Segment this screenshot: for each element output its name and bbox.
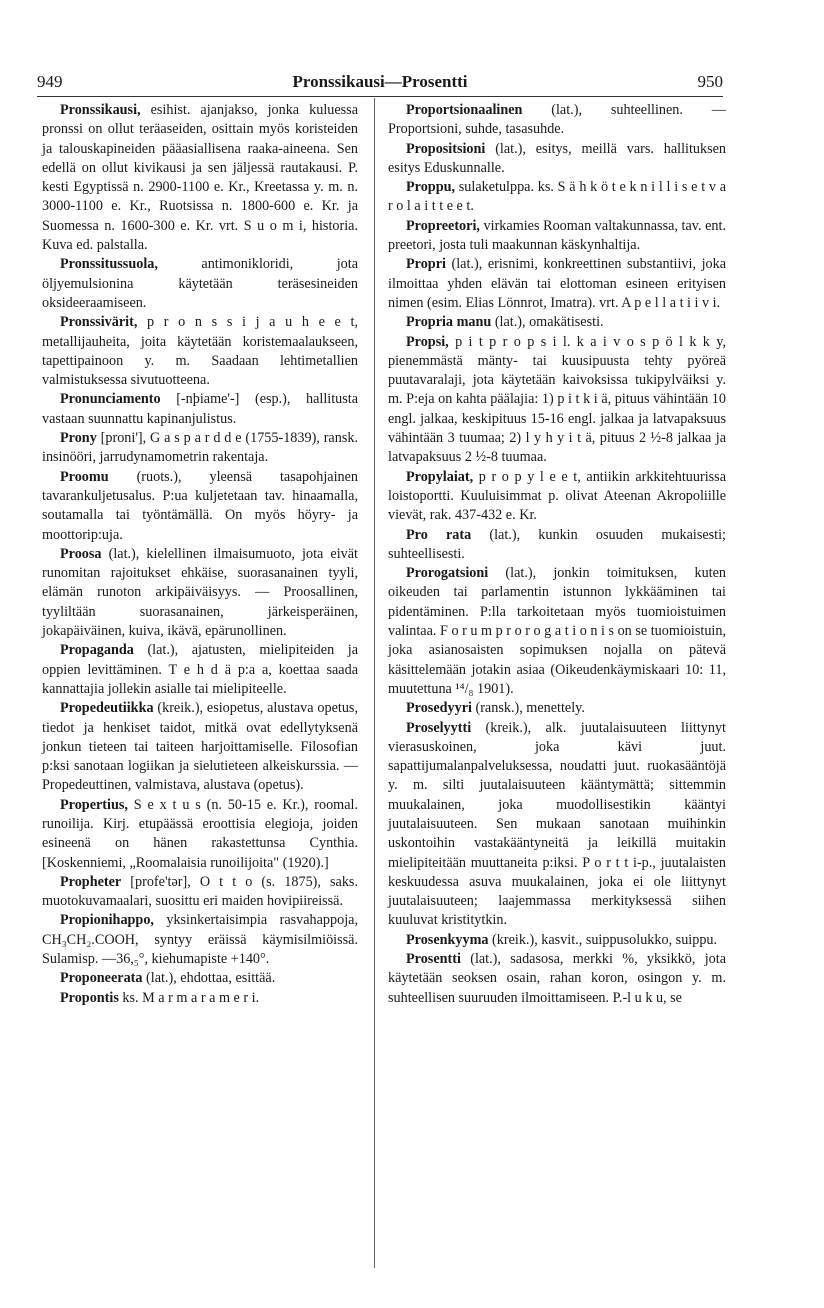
headword: Propylaiat, bbox=[406, 468, 474, 485]
entry-text: [proni'], G a s p a r d d e (1755-1839), ransk. insinööri, jarrudynamometrin rakentaja. bbox=[42, 430, 358, 466]
headword: Propri bbox=[406, 256, 446, 273]
entry-text: virkamies Rooman valtakunnassa, tav. ent. preetori, josta tuli maakunnan käskynhaltija. bbox=[388, 217, 726, 254]
running-title: Pronssikausi—Prosentti bbox=[292, 72, 468, 91]
headword: Proselyytti bbox=[406, 719, 472, 736]
entry bbox=[388, 468, 726, 526]
headword: Propositsioni bbox=[406, 140, 486, 157]
entry bbox=[388, 526, 726, 565]
headword: Proomu bbox=[60, 468, 109, 485]
entry-text: (lat.), suhteellinen. — Proportsioni, suhde, tasasuhde. bbox=[388, 102, 726, 138]
headword: Proportsionaalinen bbox=[406, 102, 523, 118]
headword: Pronssivärit, bbox=[60, 314, 138, 331]
entry-text: ks. M a r m a r a m e r i. bbox=[118, 989, 260, 1006]
entry-text: (lat.), ajatusten, mielipiteiden ja oppien levittäminen. T e h d ä p:a a, koettaa saada kannattajia jollekin asialle tai mielipiteelle. bbox=[42, 642, 358, 697]
page-number-right: 950 bbox=[697, 72, 723, 91]
entry bbox=[42, 699, 358, 795]
headword: Prorogatsioni bbox=[406, 565, 489, 582]
headword: Pro rata bbox=[406, 526, 472, 543]
entry bbox=[42, 969, 358, 988]
entry bbox=[388, 719, 726, 931]
entry-text: (lat.), sadasosa, merkki %, yksikkö, jota käytetään seoksen osain, rahan koron, osingon y. m. suhteellisen suuruuden ilmoittamiseen. P.-l u k u, se bbox=[388, 951, 726, 1006]
entry bbox=[42, 429, 358, 468]
entry-text: [profe'tər], O t t o (s. 1875), saks. muotokuvamaalari, suosittu eri maiden hovipiireissä. bbox=[42, 873, 358, 910]
headword: Proppu, bbox=[406, 179, 456, 196]
entry-text: (lat.), kunkin osuuden mukaisesti; suhteellisesti. bbox=[388, 526, 726, 562]
entry bbox=[388, 564, 726, 699]
entry bbox=[42, 911, 358, 969]
entry bbox=[42, 873, 358, 912]
entry-text: (lat.), omakätisesti. bbox=[491, 314, 604, 331]
entry-text: (ransk.), menettely. bbox=[471, 700, 585, 717]
entry bbox=[388, 178, 726, 217]
headword: Pronssitussuola, bbox=[60, 256, 158, 273]
headword: Proponeerata bbox=[60, 970, 143, 987]
headword: Propria manu bbox=[406, 314, 492, 331]
entry bbox=[388, 931, 726, 950]
headword: Prony bbox=[60, 430, 97, 447]
entry bbox=[42, 545, 358, 641]
headword: Prosedyyri bbox=[406, 700, 472, 717]
entry bbox=[42, 641, 358, 699]
headword: Propheter bbox=[60, 873, 122, 890]
header-rule bbox=[37, 96, 723, 97]
entry bbox=[42, 989, 358, 1008]
entry-text: S e x t u s (n. 50-15 e. Kr.), roomal. runoilija. Kirj. etupäässä eroottisia elegioja, joiden esineenä on hänen rakastettunsa Cynthia. [Koskenniemi, „Roomalaisia runoilijoita" (1920).] bbox=[42, 796, 358, 871]
entry bbox=[42, 796, 358, 873]
entry bbox=[388, 255, 726, 313]
entry-text: p r o p y l e e t, antiikin arkkitehtuurissa loistoportti. Kuuluisimmat p. olivat Ateenan Akropoliille vievät, rak. 437-432 e. Kr. bbox=[388, 468, 726, 524]
entry-text: (kreik.), esiopetus, alustava opetus, tiedot ja henkiset taidot, mitkä ovat edellytyksenä jonkun tieteen tai taiteen harjoittamiselle. Filosofian p:ksi sanotaan logiikan ja sielutieteen alkeiskurssia. — Propedeuttinen, valmistava, alustava (opetus). bbox=[42, 700, 358, 794]
entry bbox=[42, 101, 358, 255]
entry-text: (kreik.), alk. juutalaisuuteen liittynyt vierasuskoinen, joka kävi juut. sapattijumalanpalveluksessa, noudatti juut. ruokasääntöjä y. m. silti juutalaisuuteen kääntymättä; sittemmin muukalainen, joka muodollisestikin kääntyi juutalaisuuteen. Sen mukaan sanotaan muihinkin uskontoihin vastakääntyneitä ja leikillä muitakin mielipiteitään muuttaneita p:iksi. P o r t t i-p., juutalaisten keskuudessa asuva muukalainen, joka ei ole liittynyt juutalaisuuteen; laajemmassa merkityksessä siihen kuuluvat kristitytkin. bbox=[388, 719, 726, 929]
entry bbox=[388, 699, 726, 718]
entry-text: yksinkertaisimpia rasvahappoja, CH₃CH₂.COOH, syntyy eräissä käymisilmiöissä. Sulamisp. —36,₅°, kiehumapiste +140°. bbox=[42, 912, 358, 968]
headword: Proosa bbox=[60, 545, 102, 562]
entry bbox=[388, 313, 726, 332]
entry bbox=[42, 313, 358, 390]
entry-text: p r o n s s i j a u h e e t, metallijauheita, joita käytetään koristemaalaukseen, tapettipainoon y. m. Saadaan lehtimetallien valmistuksessa sivutuotteena. bbox=[42, 314, 358, 389]
entry bbox=[388, 333, 726, 468]
entry bbox=[388, 140, 726, 179]
entry-text: (kreik.), kasvit., suippusolukko, suippu. bbox=[488, 931, 718, 948]
entry-text: antimonikloridi, jota öljyemulsionina käytetään teräsesineiden oksideeraamiseen. bbox=[42, 256, 358, 311]
entry-text: esihist. ajanjakso, jonka kuluessa pronssi on ollut teräaseiden, osittain myös koristeiden ja talouskapineiden pääasiallisena raaka-aineena. Sen edellä on ollut kivikausi ja sen jäljessä rautakausi. P. kesti Egyptissä n. 2900-1100 e. Kr., Kreetassa y. m. n. 3000-1100 e. Kr., Ruotsissa n. 1800-600 e. Kr. ja Suomessa n. 1600-300 e. Kr. vrt. S u o m i, historia. Kuva ed. palstalla. bbox=[42, 102, 358, 254]
column-divider bbox=[374, 98, 375, 1268]
headword: Prosentti bbox=[406, 951, 461, 968]
entry-text: (ruots.), yleensä tasapohjainen tavarankuljetusalus. P:ua kuljetetaan tav. hinaamalla, soutamalla tai työntämällä. On myös höyry- ja moottorip:uja. bbox=[42, 468, 358, 543]
headword: Propaganda bbox=[60, 642, 134, 659]
entry-text: (lat.), ehdottaa, esittää. bbox=[142, 970, 276, 987]
headword: Propreetori, bbox=[406, 217, 480, 234]
headword: Propontis bbox=[60, 989, 119, 1006]
entry-text: [-nþiame'-] (esp.), hallitusta vastaan suunnattu kapinanjulistus. bbox=[42, 391, 358, 427]
entry bbox=[42, 468, 358, 545]
page-number-left: 949 bbox=[37, 72, 63, 91]
left-column bbox=[42, 101, 358, 1008]
headword: Pronssikausi, bbox=[60, 102, 141, 118]
entry bbox=[388, 101, 726, 140]
headword: Propedeutiikka bbox=[60, 700, 154, 717]
entry bbox=[42, 255, 358, 313]
headword: Propionihappo, bbox=[60, 912, 154, 929]
entry-text: (lat.), esitys, meillä vars. hallituksen esitys Eduskunnalle. bbox=[388, 140, 726, 176]
right-column bbox=[388, 101, 726, 1008]
entry-text: (lat.), jonkin toimituksen, kuten oikeuden tai parlamentin istunnon lykkääminen tai pidentäminen. P:lla tarkoitetaan myös tuomioistuimen valintaa. F o r u m p r o r o g a t i o n i s on se tuomioistuin, joka asianosaisten sopimuksen nojalla on pätevä käsittelemään jotakin asiaa (Oikeudenkäymiskaari 10: 11, muutettuna ¹⁴/₈ 1901). bbox=[388, 565, 726, 697]
entry-text: p i t p r o p s i l. k a i v o s p ö l k k y, pienemmästä mänty- tai kuusipuusta tehty pyöreä puutavaralaji, jota käytetään kaivoksissa tukipylväiksi y. m. P:eja on kahta päälajia: 1) p i t k i ä, pituus vähintään 10 engl. jalkaa, keskipituus 15-16 engl. jalkaa ja latvapaksuus vähintään 3 tuumaa; 2) l y h y i t ä, pituus 2 ½-8 jalkaa ja latvapaksuus 2 ½-8 tuumaa. bbox=[388, 333, 726, 466]
entry bbox=[42, 390, 358, 429]
entry-text: sulaketulppa. ks. S ä h k ö t e k n i l l i s e t v a r o l a i t t e e t. bbox=[388, 179, 726, 215]
entry bbox=[388, 950, 726, 1008]
headword: Propertius, bbox=[60, 796, 128, 813]
entry-text: (lat.), erisnimi, konkreettinen substantiivi, joka ilmoittaa yhden elävän tai elottoman esineen erityisen nimen (esim. Elias Lönnrot, Imatra). vrt. A p e l l a t i i v i. bbox=[388, 256, 726, 311]
page-header bbox=[37, 72, 723, 96]
entry-text: (lat.), kielellinen ilmaisumuoto, jota eivät runomitan rajoitukset ehkäise, suorasanainen tyyli, elämän runoton arkipäiväisyys. — Proosallinen, tyyliltään suorasanainen, järkeisperäinen, jokapäiväinen, kuiva, ikävä, epärunollinen. bbox=[42, 545, 358, 640]
headword: Prosenkyyma bbox=[406, 931, 489, 948]
headword: Pronunciamento bbox=[60, 391, 161, 408]
entry bbox=[388, 217, 726, 256]
headword: Propsi, bbox=[406, 333, 449, 350]
